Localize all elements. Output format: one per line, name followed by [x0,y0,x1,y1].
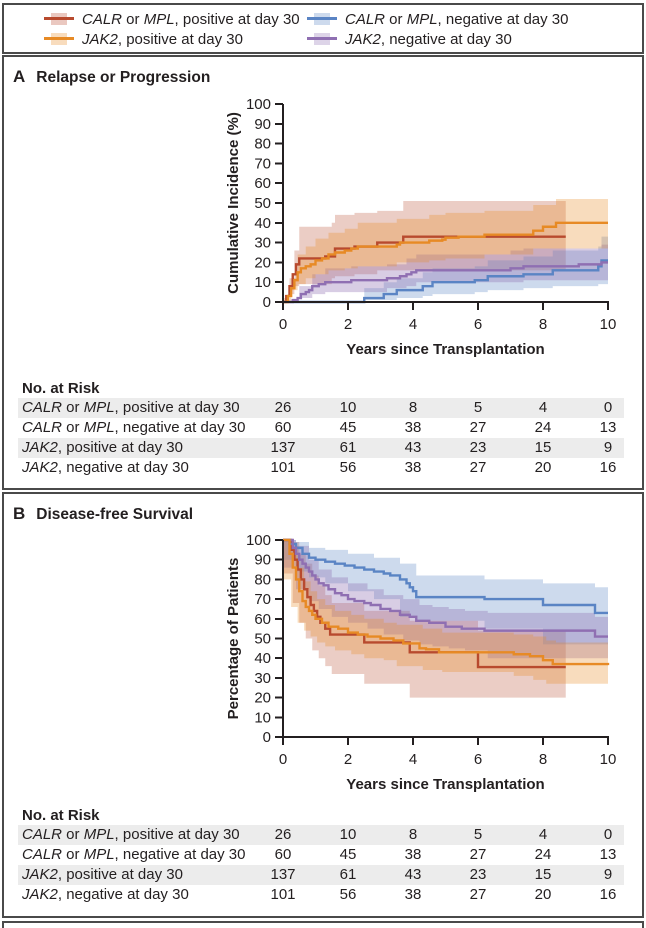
y-tick-label: 100 [245,532,271,549]
legend-label: JAK2, negative at day 30 [345,30,512,48]
panel-b-title-text: Disease-free Survival [36,506,194,523]
y-tick-label: 90 [254,115,271,133]
risk-table-row [18,418,624,438]
risk-count: 27 [469,846,487,863]
x-tick-label: 8 [538,751,548,768]
x-tick-label: 6 [473,316,483,333]
risk-count: 23 [469,439,487,456]
risk-count: 45 [339,846,357,863]
risk-table-row [18,398,624,418]
risk-count: 4 [538,399,548,416]
risk-row-label: CALR or MPL, positive at day 30 [22,826,240,843]
risk-table-row [18,845,624,865]
risk-table-row [18,438,624,458]
y-tick-label: 70 [254,155,271,173]
x-axis-title: Years since Transplantation [346,776,545,793]
y-tick-label: 80 [254,571,271,589]
risk-row-label: CALR or MPL, positive at day 30 [22,399,240,416]
risk-count: 27 [469,886,487,903]
legend-item-jak2-negative [307,29,642,49]
legend [2,3,644,54]
risk-count: 13 [599,419,617,436]
risk-count: 16 [599,886,617,903]
risk-count: 5 [473,399,483,416]
risk-count: 27 [469,459,487,476]
risk-count: 24 [534,846,552,863]
risk-count: 38 [404,846,422,863]
risk-row-label: JAK2, positive at day 30 [22,866,183,883]
risk-count: 15 [534,439,552,456]
y-tick-label: 30 [254,234,271,252]
risk-count: 60 [274,846,292,863]
risk-count: 13 [599,846,617,863]
legend-marker-icon [44,32,74,46]
risk-count: 15 [534,866,552,883]
legend-marker-icon [307,12,337,26]
risk-row-label: JAK2, negative at day 30 [22,459,189,476]
risk-row-label: CALR or MPL, negative at day 30 [22,419,246,436]
y-tick-label: 60 [254,175,271,193]
risk-count: 56 [339,886,357,903]
y-tick-label: 100 [245,96,271,113]
risk-count: 16 [599,459,617,476]
risk-count: 43 [404,439,422,456]
next-panel-top-edge [2,921,644,928]
risk-count: 9 [603,439,613,456]
risk-count: 61 [339,439,357,456]
legend-label: CALR or MPL, negative at day 30 [345,10,569,28]
panel-b-letter: B [13,504,26,523]
risk-count: 38 [404,419,422,436]
y-tick-label: 40 [254,214,271,232]
panel-a-title-text: Relapse or Progression [36,69,211,86]
risk-count: 137 [270,439,296,456]
risk-row-label: JAK2, positive at day 30 [22,439,183,456]
risk-count: 27 [469,419,487,436]
risk-count: 20 [534,886,552,903]
y-tick-label: 20 [254,254,271,272]
risk-count: 8 [408,399,418,416]
risk-table-title: No. at Risk [22,807,100,824]
y-tick-label: 50 [254,630,271,648]
risk-count: 60 [274,419,292,436]
risk-table-row [18,885,624,905]
legend-item-jak2-positive [44,29,307,49]
risk-count: 26 [274,399,292,416]
risk-count: 61 [339,866,357,883]
risk-count: 23 [469,866,487,883]
x-tick-label: 0 [278,316,288,333]
y-tick-label: 0 [262,729,271,746]
y-tick-label: 90 [254,551,271,569]
risk-table-title: No. at Risk [22,380,100,397]
y-axis-title: Percentage of Patients [225,557,242,720]
x-tick-label: 4 [408,751,418,768]
risk-count: 56 [339,459,357,476]
risk-count: 137 [270,866,296,883]
x-tick-label: 2 [343,751,353,768]
risk-count: 0 [603,399,613,416]
legend-item-calr-mpl-positive [44,9,307,29]
risk-row-label: JAK2, negative at day 30 [22,886,189,903]
risk-table-row [18,825,624,845]
y-tick-label: 0 [262,294,271,311]
x-axis-title: Years since Transplantation [346,341,545,358]
y-tick-label: 30 [254,669,271,687]
risk-count: 24 [534,419,552,436]
risk-count: 43 [404,866,422,883]
y-tick-label: 80 [254,135,271,153]
y-tick-label: 70 [254,591,271,609]
risk-row-label: CALR or MPL, negative at day 30 [22,846,246,863]
risk-count: 8 [408,826,418,843]
risk-count: 5 [473,826,483,843]
y-tick-label: 50 [254,195,271,212]
legend-marker-icon [44,12,74,26]
x-tick-label: 0 [278,751,288,768]
legend-line-swatch [307,17,337,20]
panel-a-letter: A [13,67,26,86]
risk-count: 26 [274,826,292,843]
x-tick-label: 6 [473,751,483,768]
risk-count: 4 [538,826,548,843]
legend-line-swatch [307,37,337,40]
y-tick-label: 10 [254,709,271,727]
risk-count: 10 [339,399,357,416]
risk-count: 9 [603,866,613,883]
x-tick-label: 8 [538,316,548,333]
legend-line-swatch [44,17,74,20]
risk-count: 20 [534,459,552,476]
x-tick-label: 10 [599,751,617,768]
y-tick-label: 20 [254,689,271,707]
x-tick-label: 2 [343,316,353,333]
x-tick-label: 4 [408,316,418,333]
panel-b [2,492,644,918]
x-tick-label: 10 [599,316,617,333]
legend-label: CALR or MPL, positive at day 30 [82,10,300,28]
legend-item-calr-mpl-negative [307,9,642,29]
risk-count: 101 [270,459,296,476]
risk-table-row [18,865,624,885]
risk-table-row [18,458,624,478]
legend-label: JAK2, positive at day 30 [82,30,243,48]
panel-a [2,55,644,490]
y-tick-label: 60 [254,610,271,628]
risk-count: 10 [339,826,357,843]
risk-count: 45 [339,419,357,436]
risk-count: 38 [404,459,422,476]
risk-count: 38 [404,886,422,903]
legend-line-swatch [44,37,74,40]
risk-count: 101 [270,886,296,903]
y-tick-label: 10 [254,274,271,292]
risk-count: 0 [603,826,613,843]
legend-items [4,5,642,49]
y-tick-label: 40 [254,650,271,668]
y-axis-title: Cumulative Incidence (%) [225,112,242,294]
legend-marker-icon [307,32,337,46]
